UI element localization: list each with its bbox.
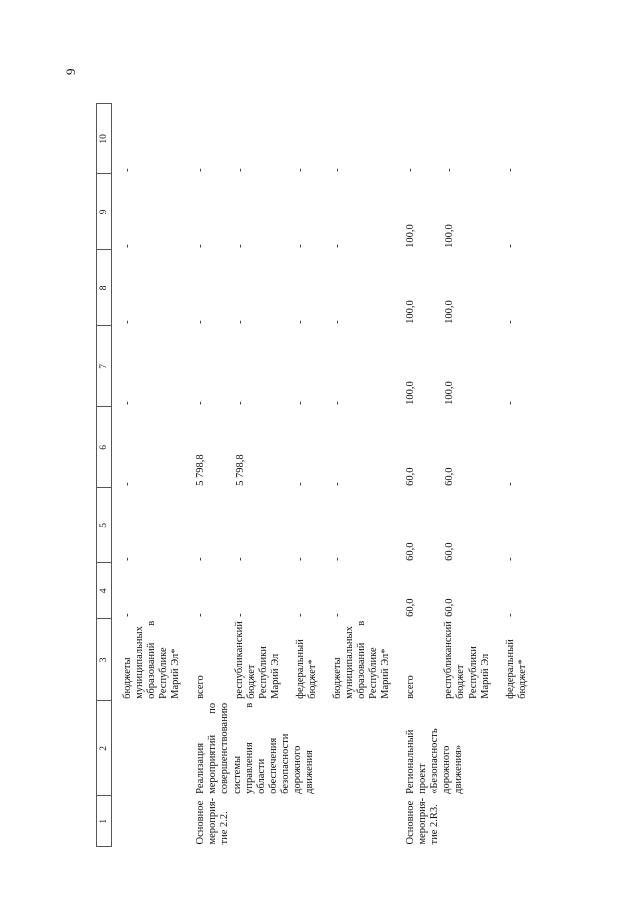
cell-value: - xyxy=(195,613,207,617)
funding-table xyxy=(96,103,530,847)
cell-value: 100,0 xyxy=(444,381,456,405)
cell-value: - xyxy=(444,168,456,172)
header-row xyxy=(97,104,112,847)
cell-source: всего xyxy=(195,675,207,699)
cell-value: - xyxy=(122,401,133,405)
cell-value: - xyxy=(504,320,516,324)
table-row xyxy=(183,104,232,847)
cell-title: Реализация мероприятий по совершенствованию системы управления в области обеспечения безопасности дорожного движения xyxy=(195,702,315,794)
cell-value: - xyxy=(195,557,207,561)
cell-value: - xyxy=(294,168,306,172)
cell-source: федеральный бюджет* xyxy=(294,639,318,699)
cell-value: - xyxy=(294,244,306,248)
table-row xyxy=(112,104,184,847)
cell-value: 100,0 xyxy=(405,224,417,248)
cell-activity: Основное мероприя-тие 2.R3. xyxy=(405,797,441,845)
cell-value: 60,0 xyxy=(444,467,456,486)
cell-value: - xyxy=(331,320,343,324)
cell-value: - xyxy=(234,168,246,172)
cell-value: 100,0 xyxy=(405,381,417,405)
cell-value: - xyxy=(234,244,246,248)
cell-value: 60,0 xyxy=(444,542,456,561)
page-number: 9 xyxy=(63,68,78,75)
cell-activity xyxy=(112,796,184,847)
cell-value: - xyxy=(122,482,133,486)
cell-value: - xyxy=(122,168,133,172)
cell-activity: Основное мероприя-тие 2.2. xyxy=(195,797,231,845)
cell-value: - xyxy=(504,401,516,405)
cell-value: - xyxy=(331,244,343,248)
cell-activity xyxy=(283,796,320,847)
cell-value: - xyxy=(294,557,306,561)
cell-value: - xyxy=(331,613,343,617)
cell-value: - xyxy=(234,557,246,561)
cell-value: 5 798,8 xyxy=(234,454,246,486)
cell-value: - xyxy=(234,320,246,324)
cell-value: 60,0 xyxy=(405,467,417,486)
cell-source: бюджеты муниципальных образований в Республике Марий Эл* xyxy=(122,620,182,699)
header-cell: 6 xyxy=(97,407,112,488)
cell-value: - xyxy=(504,168,516,172)
cell-value: 5 798,8 xyxy=(195,454,207,486)
cell-value: - xyxy=(195,168,207,172)
cell-source: бюджеты муниципальных образований в Республике Марий Эл* xyxy=(331,620,392,699)
cell-title: Региональный проект «Безопасность дорожного движения» xyxy=(405,728,465,794)
cell-value: - xyxy=(331,401,343,405)
cell-source: республиканский бюджет Республики Марий Эл xyxy=(233,621,281,699)
cell-value: 60,0 xyxy=(405,542,417,561)
cell-value: - xyxy=(331,482,343,486)
header-cell: 9 xyxy=(97,174,112,250)
cell-value: - xyxy=(331,168,343,172)
header-cell: 2 xyxy=(97,701,112,796)
cell-value: 100,0 xyxy=(444,300,456,324)
header-cell: 5 xyxy=(97,488,112,563)
cell-activity xyxy=(233,796,283,847)
cell-value: - xyxy=(122,613,133,617)
cell-source: всего xyxy=(405,675,417,699)
cell-activity xyxy=(493,796,530,847)
cell-value: - xyxy=(234,401,246,405)
table-row xyxy=(393,104,442,847)
cell-value: - xyxy=(504,613,516,617)
cell-value: - xyxy=(122,557,133,561)
cell-value: - xyxy=(195,320,207,324)
cell-value: - xyxy=(294,613,306,617)
header-cell: 4 xyxy=(97,563,112,619)
cell-value: - xyxy=(294,320,306,324)
header-cell: 7 xyxy=(97,326,112,407)
cell-value: - xyxy=(294,401,306,405)
cell-value: - xyxy=(504,244,516,248)
header-cell: 8 xyxy=(97,250,112,326)
cell-value: - xyxy=(504,557,516,561)
cell-value: - xyxy=(122,244,133,248)
cell-value: - xyxy=(331,557,343,561)
cell-value: 60,0 xyxy=(444,598,456,617)
cell-value: - xyxy=(405,168,417,172)
header-cell: 10 xyxy=(97,104,112,174)
header-cell: 1 xyxy=(97,796,112,847)
cell-value: - xyxy=(234,613,246,617)
cell-source: федеральный бюджет* xyxy=(504,639,528,699)
cell-activity xyxy=(442,796,492,847)
cell-value: - xyxy=(195,244,207,248)
cell-value: - xyxy=(504,482,516,486)
cell-value: - xyxy=(294,482,306,486)
header-cell: 3 xyxy=(97,619,112,701)
cell-activity xyxy=(320,796,393,847)
cell-value: - xyxy=(122,320,133,324)
cell-title xyxy=(112,701,184,796)
cell-value: - xyxy=(195,401,207,405)
cell-value: 60,0 xyxy=(405,598,417,617)
cell-value: 100,0 xyxy=(444,224,456,248)
cell-source: республиканский бюджет Республики Марий Эл xyxy=(443,621,491,699)
cell-value: 100,0 xyxy=(405,300,417,324)
